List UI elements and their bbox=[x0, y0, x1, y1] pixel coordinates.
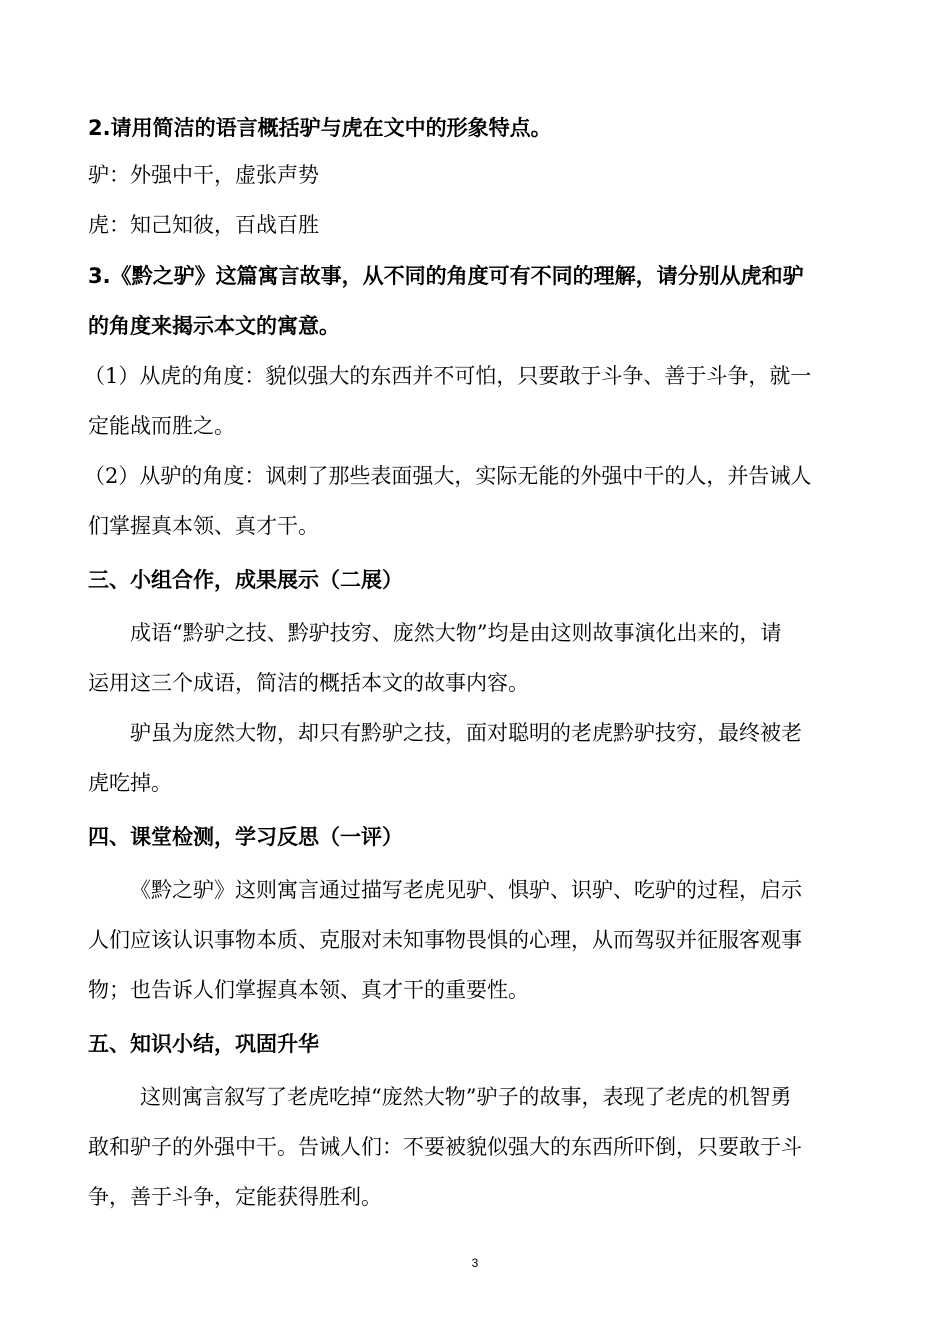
tiger-answer: 虎：知己知彼，百战百胜 bbox=[88, 213, 319, 237]
section-3-para-1-line-2: 运用这三个成语，简洁的概括本文的故事内容。 bbox=[88, 671, 529, 695]
question-3-prompt-line-1: 3.《黔之驴》这篇寓言故事，从不同的角度可有不同的理解，请分别从虎和驴 bbox=[88, 264, 804, 288]
section-3-para-2-line-2: 虎吃掉。 bbox=[88, 771, 172, 795]
question-2-prompt: 2.请用简洁的语言概括驴与虎在文中的形象特点。 bbox=[88, 116, 552, 140]
answer-1-line-2: 定能战而胜之。 bbox=[88, 414, 235, 438]
section-3-para-1-line-1: 成语“黔驴之技、黔驴技穷、庞然大物”均是由这则故事演化出来的，请 bbox=[130, 621, 782, 645]
section-3-heading: 三、小组合作，成果展示（二展） bbox=[88, 568, 403, 592]
section-5-heading: 五、知识小结，巩固升华 bbox=[88, 1032, 319, 1056]
section-5-para-line-2: 敢和驴子的外强中干。告诫人们：不要被貌似强大的东西所吓倒，只要敢于斗 bbox=[88, 1135, 802, 1159]
question-3-prompt-line-2: 的角度来揭示本文的寓意。 bbox=[88, 314, 340, 338]
answer-2-line-2: 们掌握真本领、真才干。 bbox=[88, 514, 319, 538]
section-5-para-line-3: 争，善于斗争，定能获得胜利。 bbox=[88, 1185, 382, 1209]
section-4-para-line-1: 《黔之驴》这则寓言通过描写老虎见驴、惧驴、识驴、吃驴的过程，启示 bbox=[130, 878, 802, 902]
section-4-para-line-2: 人们应该认识事物本质、克服对未知事物畏惧的心理，从而驾驭并征服客观事 bbox=[88, 928, 802, 952]
page-number: 3 bbox=[471, 1256, 479, 1270]
section-4-heading: 四、课堂检测，学习反思（一评） bbox=[88, 825, 403, 849]
answer-2-line-1: （2）从驴的角度：讽刺了那些表面强大，实际无能的外强中干的人，并告诫人 bbox=[84, 464, 812, 488]
section-3-para-2-line-1: 驴虽为庞然大物，却只有黔驴之技，面对聪明的老虎黔驴技穷，最终被老 bbox=[130, 721, 802, 745]
answer-1-line-1: （1）从虎的角度：貌似强大的东西并不可怕，只要敢于斗争、善于斗争，就一 bbox=[84, 364, 812, 388]
section-4-para-line-3: 物；也告诉人们掌握真本领、真才干的重要性。 bbox=[88, 978, 529, 1002]
section-5-para-line-1: 这则寓言叙写了老虎吃掉“庞然大物”驴子的故事，表现了老虎的机智勇 bbox=[140, 1085, 792, 1109]
donkey-answer: 驴：外强中干，虚张声势 bbox=[88, 163, 319, 187]
